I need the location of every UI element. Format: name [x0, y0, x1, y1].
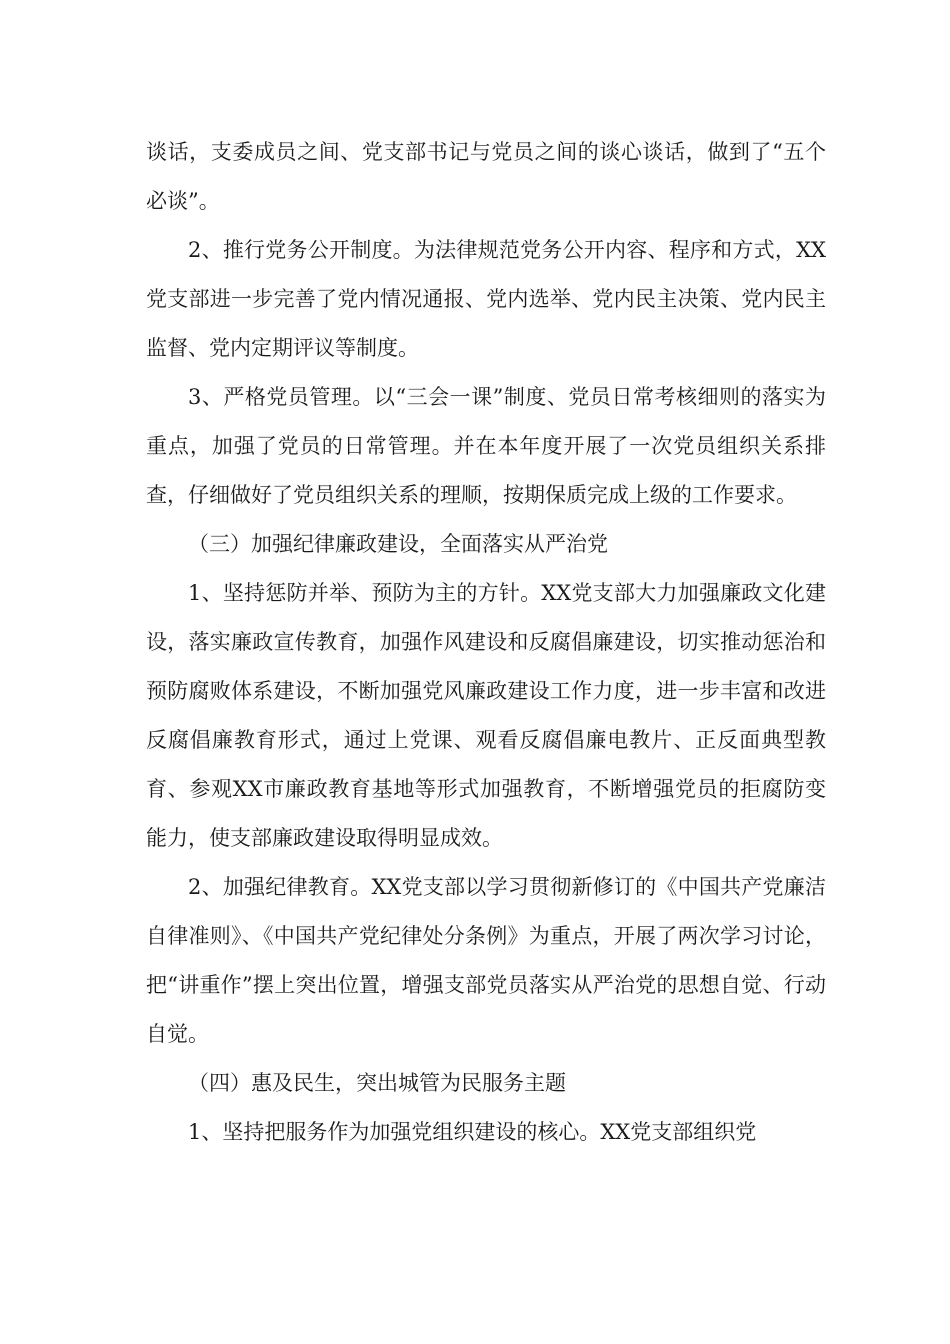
paragraph-item-2-discipline: 2、加强纪律教育。XX党支部以学习贯彻新修订的《中国共产党廉洁自律准则》、《中国共产党纪律处分条例》为重点，开展了两次学习讨论，把“讲重作”摆上突出位置，增强支部党员落实从严治党的思想自觉、行动自觉。	[146, 875, 826, 1046]
paragraph-item-1-anti-corruption: 1、坚持惩防并举、预防为主的方针。XX党支部大力加强廉政文化建设，落实廉政宣传教育，加强作风建设和反腐倡廉建设，切实推动惩治和预防腐败体系建设，不断加强党风廉政建设工作力度，进一步丰富和改进反腐倡廉教育形式，通过上党课、观看反腐倡廉电教片、正反面典型教育、参观XX市廉政教育基地等形式加强教育，不断增强党员的拒腐防变能力，使支部廉政建设取得明显成效。	[146, 581, 826, 850]
paragraph-item-2-party-affairs: 2、推行党务公开制度。为法律规范党务公开内容、程序和方式，XX党支部进一步完善了党内情况通报、党内选举、党内民主决策、党内民主监督、党内定期评议等制度。	[146, 238, 826, 360]
document-body	[146, 128, 826, 1157]
paragraph-item-3-member-management: 3、严格党员管理。以“三会一课”制度、党员日常考核细则的落实为重点，加强了党员的日常管理。并在本年度开展了一次党员组织关系排查，仔细做好了党员组织关系的理顺，按期保质完成上级的工作要求。	[146, 385, 826, 507]
paragraph-continuation: 谈话，支委成员之间、党支部书记与党员之间的谈心谈话，做到了“五个必谈”。	[146, 140, 826, 213]
section-heading-4: （四）惠及民生，突出城管为民服务主题	[188, 1071, 566, 1095]
paragraph-item-1-service: 1、坚持把服务作为加强党组织建设的核心。XX党支部组织党	[188, 1120, 757, 1144]
section-heading-3: （三）加强纪律廉政建设，全面落实从严治党	[188, 532, 608, 556]
